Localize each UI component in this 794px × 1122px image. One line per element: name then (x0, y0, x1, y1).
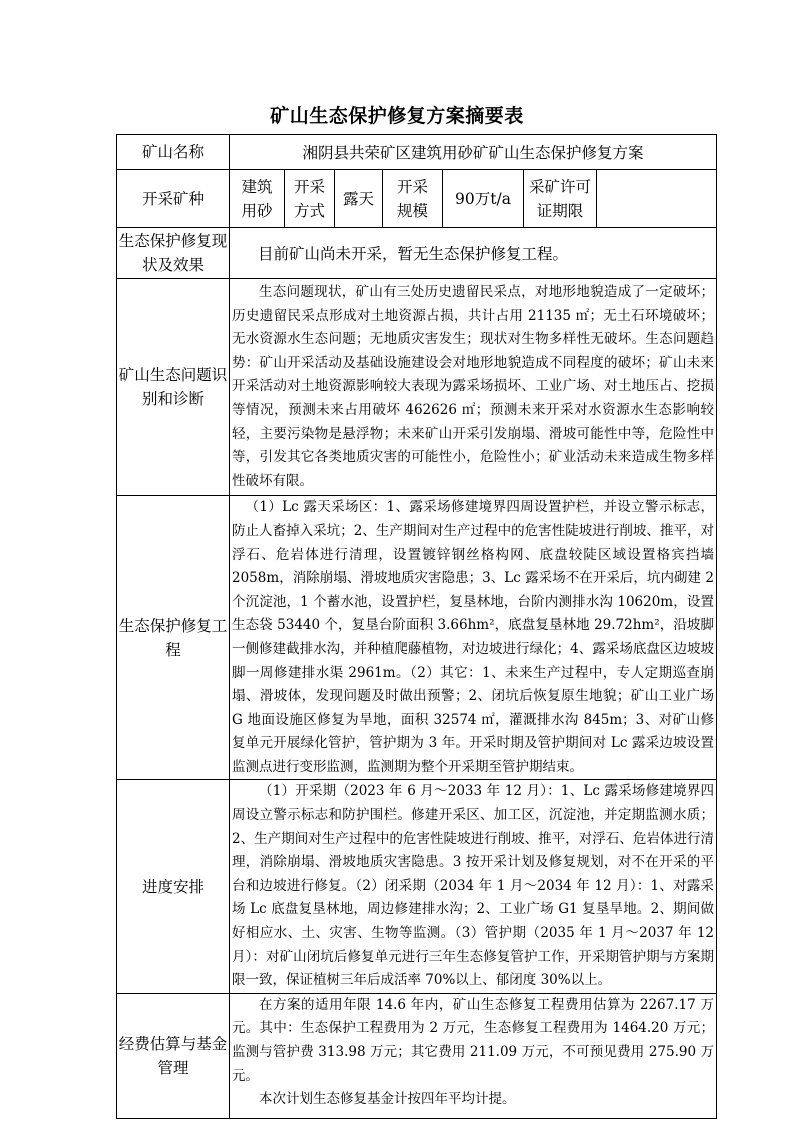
mining-scale-label: 开采规模 (383, 170, 443, 228)
mining-method-value: 露天 (335, 170, 383, 228)
schedule-label: 进度安排 (117, 780, 230, 993)
status-value: 目前矿山尚未开采，暂无生态保护修复工程。 (230, 228, 717, 279)
engineering-row (117, 496, 717, 780)
budget-row (117, 993, 717, 1118)
license-term-label: 采矿许可证期限 (524, 170, 597, 228)
engineering-label: 生态保护修复工程 (117, 496, 230, 780)
mineral-type-value: 建筑用砂 (230, 170, 285, 228)
budget-label: 经费估算与基金管理 (117, 993, 230, 1118)
page-title: 矿山生态保护修复方案摘要表 (270, 105, 524, 127)
budget-text: 在方案的适用年限 14.6 年内，矿山生态修复工程费用估算为 2267.17 万元。其中：生态保护工程费用为 2 万元，生态修复工程费用为 1464.20 万元；监测与管护费 313.98 万元；其它费用 211.09 万元，不可预见费用 275.90 万元。 (232, 996, 714, 1084)
diagnosis-label: 矿山生态问题识别和诊断 (117, 279, 230, 496)
mineral-type-label: 开采矿种 (117, 170, 230, 228)
mine-name-value: 湘阴县共荣矿区建筑用砂矿矿山生态保护修复方案 (230, 135, 717, 170)
budget-fund-note: 本次计划生态修复基金计按四年平均计提。 (259, 1091, 516, 1108)
mining-scale-value: 90万t/a (443, 170, 524, 228)
status-label: 生态保护修复现状及效果 (117, 228, 230, 279)
status-row (117, 228, 717, 279)
engineering-text: （1）Lc 露天采场区：1、露采场修建境界四周设置护栏，并设立警示标志，防止人畜掉入采坑；2、生产期间对生产过程中的危害性陡坡进行削坡、推平，对浮石、危岩体进行清理，设置镀锌钢丝格构网、底盘较陡区域设置格宾挡墙 2058m，消除崩塌、滑坡地质灾害隐患；3、Lc 露采场不在开采后，坑内砌建 2 个沉淀池，1 个蓄水池，设置护栏，复垦林地，台阶内测排水沟 10620m，设置生态袋 53440 个，复垦台阶面积 3.66hm²，底盘复垦林地 29.72hm²，沿坡脚一侧修建截排水沟，并种植爬藤植物，对边坡进行绿化；4、露采场底盘区边坡坡脚一周修建排水渠 2961m。（2）其它：1、未来生产过程中，专人定期巡查崩塌、滑坡体，发现问题及时做出预警；2、闭坑后恢复原生地貌；矿山工业广场 G 地面设施区修复为旱地，面积 32574 ㎡，灌溉排水沟 845m；3、对矿山修复单元开展绿化管护，管护期为 3 年。开采时期及管护期间对 Lc 露采边坡设置监测点进行变形监测，监测期为整个开采期至管护期结束。 (232, 499, 714, 775)
mine-name-row (117, 135, 717, 170)
mining-method-label: 开采方式 (285, 170, 335, 228)
diagnosis-text: 生态问题现状，矿山有三处历史遗留民采点，对地形地貌造成了一定破坏；历史遗留民采点形成对土地资源占损，共计占用 21135 ㎡；无土石环境破坏；无水资源水生态问题；无地质灾害发生；现状对生物多样性无破坏。生态问题趋势：矿山开采活动及基础设施建设会对地形地貌造成不同程度的破坏；矿山未来开采活动对土地资源影响较大表现为露采场损坏、工业广场、对土地压占、挖损等情况，预测未来占用破坏 462626 ㎡；预测未来开采对水资源水生态影响较轻，主要污染物是悬浮物；未来矿山开采引发崩塌、滑坡可能性中等，危险性中等，引发其它各类地质灾害的可能性小，危险性小；矿业活动未来造成生物多样性破坏有限。 (232, 284, 714, 489)
schedule-text: （1）开采期（2023 年 6 月～2033 年 12 月）：1、Lc 露采场修建境界四周设立警示标志和防护围栏。修建开采区、加工区，沉淀池，并定期监测水质；2、生产期间对生产过程中的危害性陡坡进行削坡、推平，对浮石、危岩体进行清理，消除崩塌、滑坡地质灾害隐患。3 按开采计划及修复规划，对不在开采的平台和边坡进行修复。（2）闭采期（2034 年 1 月～2034 年 12 月）：1、对露采场 Lc 底盘复垦林地，周边修建排水沟；2、工业广场 G1 复垦旱地。2、期间做好相应水、土、灾害、生物等监测。（3）管护期（2035 年 1 月～2037 年 12 月）：对矿山闭坑后修复单元进行三年生态修复管护工作，开采期管护期与方案期限一致，保证植树三年后成活率 70%以上、郁闭度 30%以上。 (232, 783, 714, 989)
diagnosis-row (117, 279, 717, 496)
mining-info-row (117, 170, 717, 228)
summary-table (116, 134, 717, 1119)
schedule-row (117, 780, 717, 993)
mine-name-label: 矿山名称 (117, 135, 230, 170)
license-term-value (597, 170, 717, 228)
